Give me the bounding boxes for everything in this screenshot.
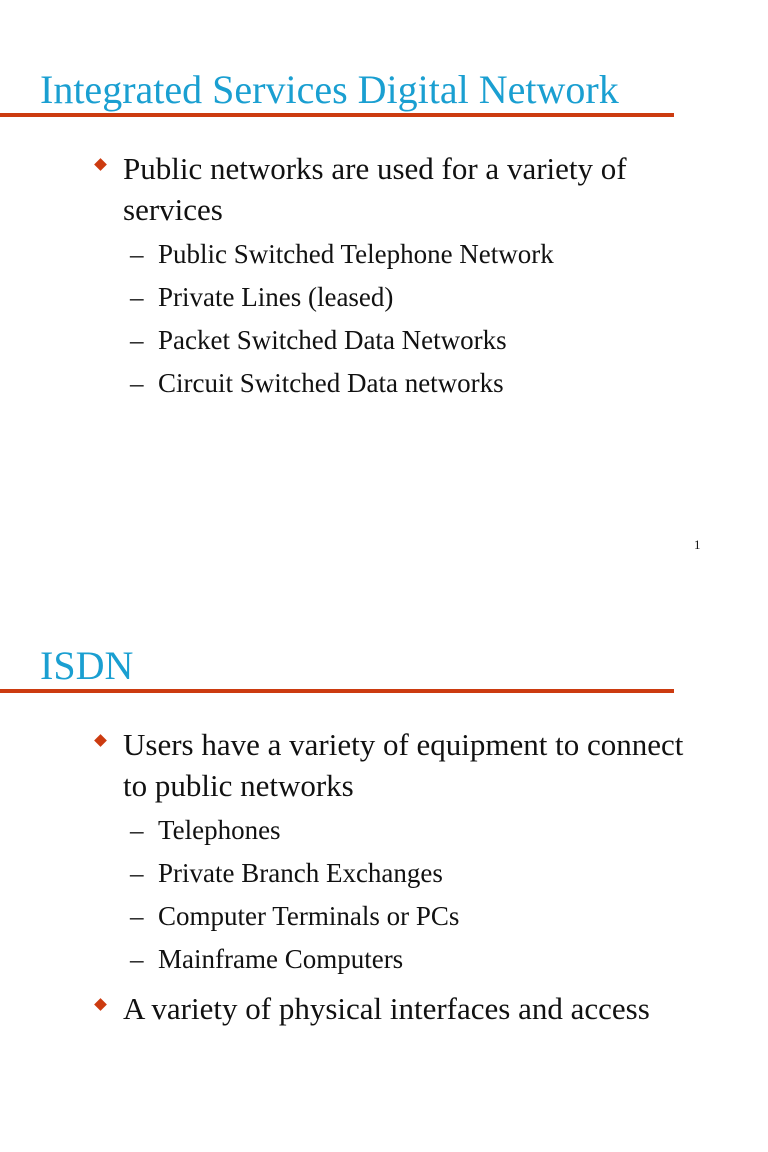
sub-item — [130, 238, 554, 270]
sub-item-text: Private Branch Exchanges — [158, 858, 443, 888]
sub-item — [130, 324, 507, 356]
sub-item-text: Packet Switched Data Networks — [158, 325, 507, 355]
dash-marker: – — [130, 239, 144, 269]
dash-marker: – — [130, 858, 144, 888]
page-number: 1 — [694, 537, 701, 552]
sub-item-text: Private Lines (leased) — [158, 282, 394, 312]
sub-item-text: Public Switched Telephone Network — [158, 239, 554, 269]
diamond-bullet-icon — [94, 998, 107, 1011]
dash-marker: – — [130, 368, 144, 398]
slide-2 — [0, 576, 768, 1152]
bullet-text: Users have a variety of equipment to connect to public networks — [123, 727, 684, 803]
slide-title: Integrated Services Digital Network — [40, 67, 619, 112]
sub-item — [130, 367, 504, 399]
bullet-text: A variety of physical interfaces and access — [123, 991, 650, 1026]
diamond-bullet-icon — [94, 158, 107, 171]
title-underline — [0, 113, 674, 117]
slide-title: ISDN — [40, 643, 134, 688]
dash-marker: – — [130, 325, 144, 355]
bullet-text: Public networks are used for a variety of services — [123, 151, 627, 227]
sub-item-text: Circuit Switched Data networks — [158, 368, 504, 398]
sub-item — [130, 814, 281, 846]
sub-item-text: Computer Terminals or PCs — [158, 901, 460, 931]
diamond-bullet-icon — [94, 734, 107, 747]
title-underline — [0, 689, 674, 693]
sub-item — [130, 900, 459, 932]
dash-marker: – — [130, 944, 144, 974]
dash-marker: – — [130, 901, 144, 931]
sub-item — [130, 857, 443, 889]
dash-marker: – — [130, 815, 144, 845]
sub-item — [130, 943, 403, 975]
sub-item-text: Mainframe Computers — [158, 944, 404, 974]
sub-item — [130, 281, 393, 313]
dash-marker: – — [130, 282, 144, 312]
sub-item-text: Telephones — [158, 815, 281, 845]
